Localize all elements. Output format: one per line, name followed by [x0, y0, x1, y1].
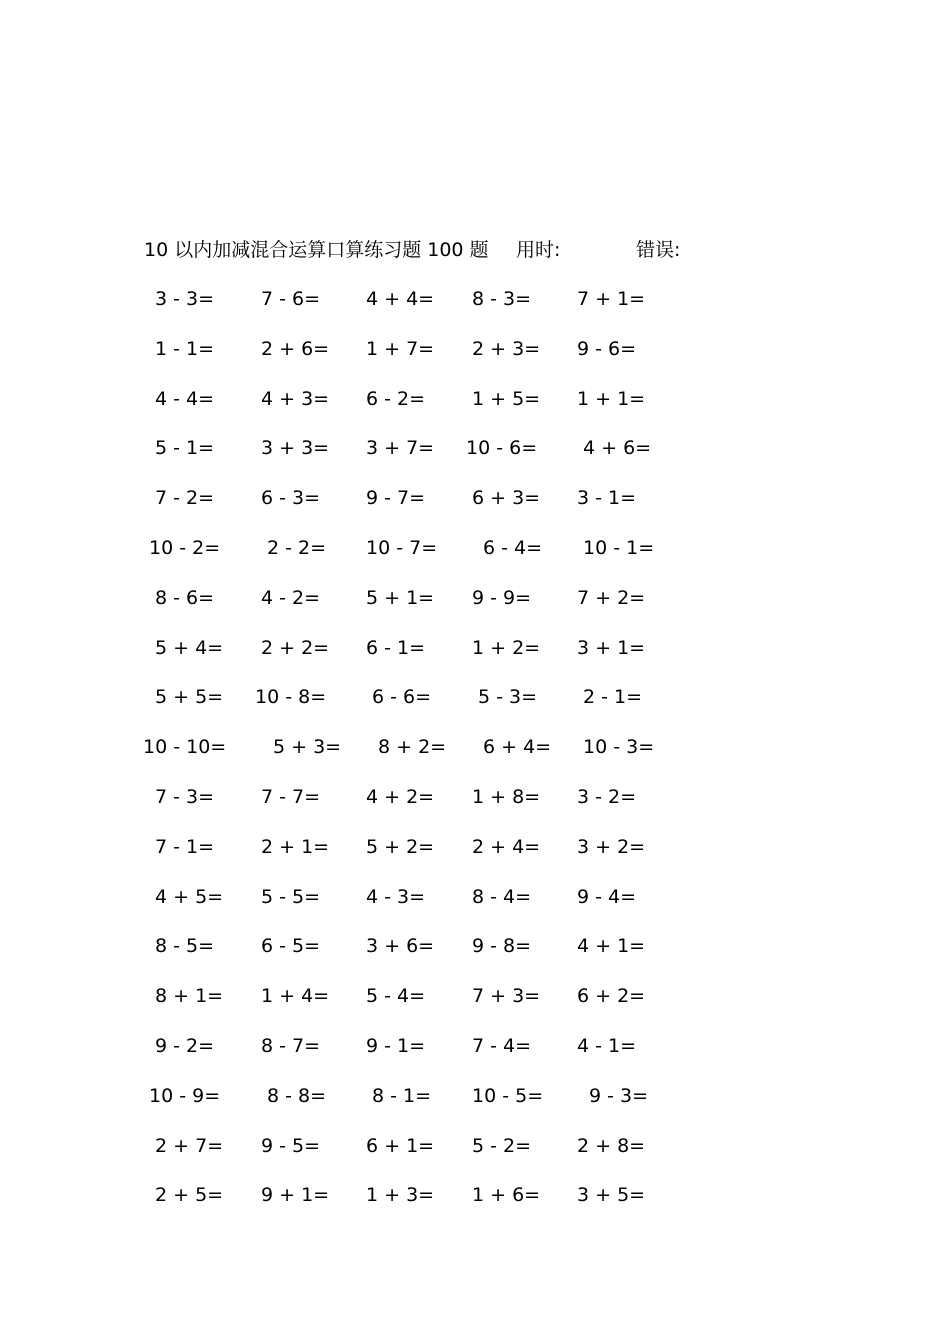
- problem-r15-c5: 6 + 2=: [577, 985, 646, 1007]
- problem-r8-c1: 5 + 4=: [155, 637, 224, 659]
- problem-r12-c5: 3 + 2=: [577, 836, 646, 858]
- problem-r1-c5: 7 + 1=: [577, 288, 646, 310]
- problem-r6-c4: 6 - 4=: [483, 537, 543, 559]
- problem-r4-c4: 10 - 6=: [466, 437, 538, 459]
- problem-r9-c3: 6 - 6=: [372, 686, 432, 708]
- problem-r14-c1: 8 - 5=: [155, 935, 215, 957]
- problem-r13-c3: 4 - 3=: [366, 886, 426, 908]
- problem-r18-c3: 6 + 1=: [366, 1135, 435, 1157]
- problem-r5-c4: 6 + 3=: [472, 487, 541, 509]
- problem-r4-c1: 5 - 1=: [155, 437, 215, 459]
- problem-r13-c4: 8 - 4=: [472, 886, 532, 908]
- problem-r18-c5: 2 + 8=: [577, 1135, 646, 1157]
- problem-r11-c4: 1 + 8=: [472, 786, 541, 808]
- problem-r7-c3: 5 + 1=: [366, 587, 435, 609]
- problem-r11-c5: 3 - 2=: [577, 786, 637, 808]
- problem-r13-c2: 5 - 5=: [261, 886, 321, 908]
- time-used-label: 用时:: [516, 239, 561, 261]
- problem-r6-c3: 10 - 7=: [366, 537, 438, 559]
- problem-r19-c5: 3 + 5=: [577, 1184, 646, 1206]
- problem-r13-c5: 9 - 4=: [577, 886, 637, 908]
- problem-r1-c4: 8 - 3=: [472, 288, 532, 310]
- problem-r3-c1: 4 - 4=: [155, 388, 215, 410]
- problem-r16-c2: 8 - 7=: [261, 1035, 321, 1057]
- problem-r18-c2: 9 - 5=: [261, 1135, 321, 1157]
- problem-r11-c1: 7 - 3=: [155, 786, 215, 808]
- problem-r1-c1: 3 - 3=: [155, 288, 215, 310]
- problem-r12-c3: 5 + 2=: [366, 836, 435, 858]
- problem-r15-c1: 8 + 1=: [155, 985, 224, 1007]
- problem-r4-c3: 3 + 7=: [366, 437, 435, 459]
- problem-r5-c5: 3 - 1=: [577, 487, 637, 509]
- problem-r18-c4: 5 - 2=: [472, 1135, 532, 1157]
- problem-r10-c2: 5 + 3=: [273, 736, 342, 758]
- problem-r3-c3: 6 - 2=: [366, 388, 426, 410]
- problem-r9-c4: 5 - 3=: [478, 686, 538, 708]
- problem-r10-c5: 10 - 3=: [583, 736, 655, 758]
- problem-r15-c4: 7 + 3=: [472, 985, 541, 1007]
- problem-r9-c1: 5 + 5=: [155, 686, 224, 708]
- problem-r5-c2: 6 - 3=: [261, 487, 321, 509]
- problem-r9-c5: 2 - 1=: [583, 686, 643, 708]
- problem-r19-c3: 1 + 3=: [366, 1184, 435, 1206]
- problem-r5-c3: 9 - 7=: [366, 487, 426, 509]
- problem-r19-c2: 9 + 1=: [261, 1184, 330, 1206]
- problem-r12-c2: 2 + 1=: [261, 836, 330, 858]
- problem-r8-c3: 6 - 1=: [366, 637, 426, 659]
- problem-r6-c5: 10 - 1=: [583, 537, 655, 559]
- problem-r14-c3: 3 + 6=: [366, 935, 435, 957]
- problem-r2-c4: 2 + 3=: [472, 338, 541, 360]
- problem-r15-c2: 1 + 4=: [261, 985, 330, 1007]
- problem-r10-c4: 6 + 4=: [483, 736, 552, 758]
- problem-r9-c2: 10 - 8=: [255, 686, 327, 708]
- problem-r2-c5: 9 - 6=: [577, 338, 637, 360]
- problem-r17-c1: 10 - 9=: [149, 1085, 221, 1107]
- problem-r14-c4: 9 - 8=: [472, 935, 532, 957]
- problem-r17-c5: 9 - 3=: [589, 1085, 649, 1107]
- problem-r18-c1: 2 + 7=: [155, 1135, 224, 1157]
- problem-r4-c2: 3 + 3=: [261, 437, 330, 459]
- problem-r19-c4: 1 + 6=: [472, 1184, 541, 1206]
- problem-r7-c1: 8 - 6=: [155, 587, 215, 609]
- problem-r17-c3: 8 - 1=: [372, 1085, 432, 1107]
- problem-r7-c5: 7 + 2=: [577, 587, 646, 609]
- problem-r3-c5: 1 + 1=: [577, 388, 646, 410]
- problem-r1-c3: 4 + 4=: [366, 288, 435, 310]
- problem-r15-c3: 5 - 4=: [366, 985, 426, 1007]
- worksheet-title: 10 以内加减混合运算口算练习题 100 题: [144, 239, 489, 261]
- problem-r6-c2: 2 - 2=: [267, 537, 327, 559]
- problem-r10-c3: 8 + 2=: [378, 736, 447, 758]
- problem-r8-c5: 3 + 1=: [577, 637, 646, 659]
- problem-r16-c3: 9 - 1=: [366, 1035, 426, 1057]
- problem-r3-c2: 4 + 3=: [261, 388, 330, 410]
- problem-r11-c2: 7 - 7=: [261, 786, 321, 808]
- problem-r2-c1: 1 - 1=: [155, 338, 215, 360]
- problem-r19-c1: 2 + 5=: [155, 1184, 224, 1206]
- problem-r3-c4: 1 + 5=: [472, 388, 541, 410]
- problem-r14-c2: 6 - 5=: [261, 935, 321, 957]
- problem-r6-c1: 10 - 2=: [149, 537, 221, 559]
- problem-r7-c2: 4 - 2=: [261, 587, 321, 609]
- problem-r17-c4: 10 - 5=: [472, 1085, 544, 1107]
- problem-r8-c2: 2 + 2=: [261, 637, 330, 659]
- problem-r13-c1: 4 + 5=: [155, 886, 224, 908]
- problem-r11-c3: 4 + 2=: [366, 786, 435, 808]
- problem-r16-c5: 4 - 1=: [577, 1035, 637, 1057]
- errors-label: 错误:: [636, 239, 681, 261]
- problem-r1-c2: 7 - 6=: [261, 288, 321, 310]
- problem-r10-c1: 10 - 10=: [143, 736, 227, 758]
- problem-r4-c5: 4 + 6=: [583, 437, 652, 459]
- problem-r8-c4: 1 + 2=: [472, 637, 541, 659]
- problem-r7-c4: 9 - 9=: [472, 587, 532, 609]
- problem-r12-c1: 7 - 1=: [155, 836, 215, 858]
- problem-r16-c1: 9 - 2=: [155, 1035, 215, 1057]
- problem-r14-c5: 4 + 1=: [577, 935, 646, 957]
- problem-r16-c4: 7 - 4=: [472, 1035, 532, 1057]
- problem-r12-c4: 2 + 4=: [472, 836, 541, 858]
- problem-r17-c2: 8 - 8=: [267, 1085, 327, 1107]
- problem-r2-c3: 1 + 7=: [366, 338, 435, 360]
- problem-r2-c2: 2 + 6=: [261, 338, 330, 360]
- problem-r5-c1: 7 - 2=: [155, 487, 215, 509]
